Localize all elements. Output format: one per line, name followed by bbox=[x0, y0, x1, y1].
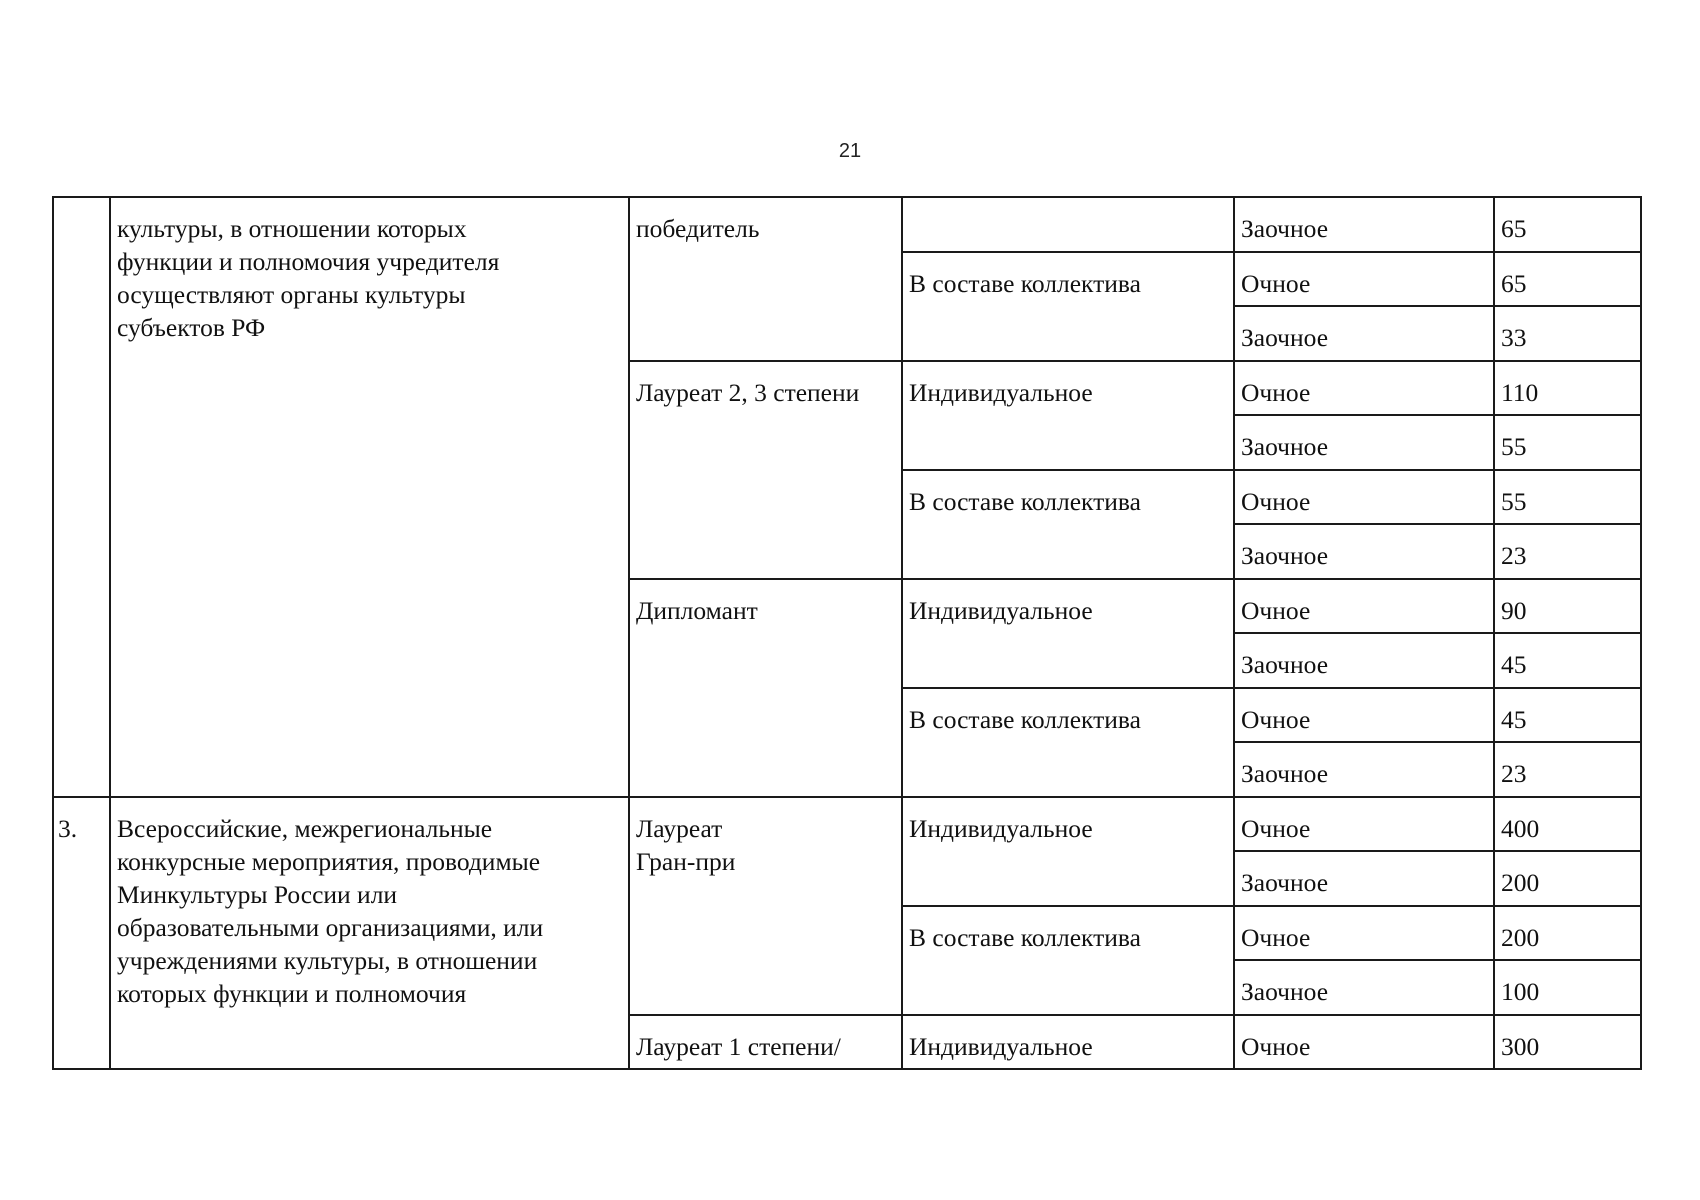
event-description: культуры, в отношении которых функции и полномочия учредителя осуществляют органы культуры субъектов РФ bbox=[117, 214, 500, 342]
value-cell: 300 bbox=[1494, 1015, 1641, 1070]
value-cell: 45 bbox=[1494, 633, 1641, 688]
category-label: Лауреат Гран-при bbox=[636, 813, 736, 876]
value-cell: 200 bbox=[1494, 906, 1641, 961]
page-number: 21 bbox=[838, 140, 862, 162]
value-cell: 23 bbox=[1494, 524, 1641, 579]
mode-cell: Очное bbox=[1234, 1015, 1494, 1070]
value-cell: 200 bbox=[1494, 851, 1641, 906]
format-cell: Индивидуальное bbox=[902, 579, 1234, 688]
category-cell bbox=[629, 361, 902, 579]
mode-cell: Заочное bbox=[1234, 960, 1494, 1015]
event-description: Всероссийские, межрегиональные конкурсные мероприятия, проводимые Минкультуры России или образовательными организациями, или учреждениями культуры, в отношении которых функции и полномочия bbox=[117, 813, 544, 1008]
mode-cell: Очное bbox=[1234, 252, 1494, 307]
mode-cell: Заочное bbox=[1234, 197, 1494, 252]
value-cell: 23 bbox=[1494, 742, 1641, 797]
value-cell: 100 bbox=[1494, 960, 1641, 1015]
format-cell: В составе коллектива bbox=[902, 906, 1234, 1015]
mode-cell: Заочное bbox=[1234, 415, 1494, 470]
table-row bbox=[53, 797, 1641, 852]
format-cell: В составе коллектива bbox=[902, 688, 1234, 797]
mode-cell: Очное bbox=[1234, 361, 1494, 416]
format-cell bbox=[902, 197, 1234, 252]
table-row bbox=[53, 197, 1641, 252]
category-label: Дипломант bbox=[636, 595, 758, 625]
awards-table bbox=[52, 196, 1642, 1070]
category-cell bbox=[629, 797, 902, 1015]
format-cell: Индивидуальное bbox=[902, 361, 1234, 470]
value-cell: 33 bbox=[1494, 306, 1641, 361]
category-label: Лауреат 1 степени/ bbox=[636, 1031, 841, 1061]
event-description-cell bbox=[110, 797, 629, 1070]
mode-cell: Заочное bbox=[1234, 851, 1494, 906]
row-number-cell: 3. bbox=[53, 797, 110, 1070]
row-number-cell bbox=[53, 197, 110, 797]
format-cell: В составе коллектива bbox=[902, 252, 1234, 361]
event-description-cell bbox=[110, 197, 629, 797]
mode-cell: Очное bbox=[1234, 470, 1494, 525]
value-cell: 55 bbox=[1494, 470, 1641, 525]
category-label: Лауреат 2, 3 степени bbox=[636, 377, 860, 407]
value-cell: 55 bbox=[1494, 415, 1641, 470]
mode-cell: Очное bbox=[1234, 579, 1494, 634]
mode-cell: Очное bbox=[1234, 688, 1494, 743]
mode-cell: Заочное bbox=[1234, 633, 1494, 688]
format-cell: В составе коллектива bbox=[902, 470, 1234, 579]
mode-cell: Заочное bbox=[1234, 524, 1494, 579]
mode-cell: Очное bbox=[1234, 797, 1494, 852]
format-cell: Индивидуальное bbox=[902, 797, 1234, 906]
format-cell: Индивидуальное bbox=[902, 1015, 1234, 1070]
value-cell: 90 bbox=[1494, 579, 1641, 634]
category-cell bbox=[629, 579, 902, 797]
value-cell: 65 bbox=[1494, 197, 1641, 252]
category-label: победитель bbox=[636, 214, 760, 243]
value-cell: 45 bbox=[1494, 688, 1641, 743]
value-cell: 110 bbox=[1494, 361, 1641, 416]
category-cell bbox=[629, 1015, 902, 1070]
mode-cell: Очное bbox=[1234, 906, 1494, 961]
value-cell: 400 bbox=[1494, 797, 1641, 852]
mode-cell: Заочное bbox=[1234, 306, 1494, 361]
category-cell bbox=[629, 197, 902, 361]
value-cell: 65 bbox=[1494, 252, 1641, 307]
mode-cell: Заочное bbox=[1234, 742, 1494, 797]
